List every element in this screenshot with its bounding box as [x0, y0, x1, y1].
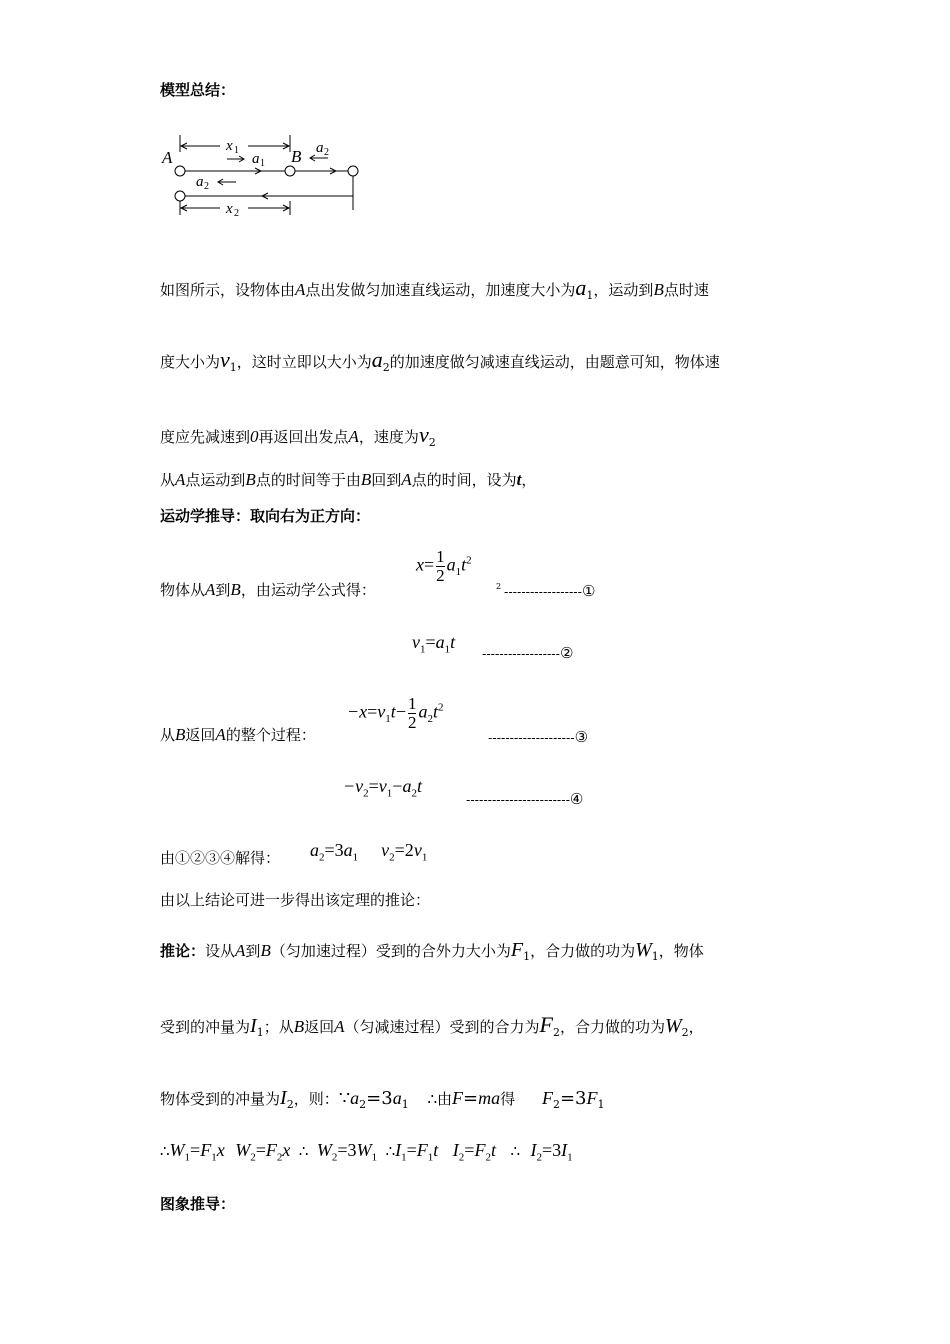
- motion-diagram: [160, 130, 370, 220]
- svg-text:2: 2: [234, 208, 239, 219]
- equation-4-leader: ------------------------④: [466, 790, 584, 808]
- marker-1: ①: [581, 582, 596, 600]
- svg-text:2: 2: [204, 181, 209, 192]
- further-text: 由以上结论可进一步得出该定理的推论：: [160, 891, 431, 909]
- corollary-line-2: 受到的冲量为$I_1$；从B返回A（匀减速过程）受到的合力为$F_2$，合力做的功为$W_2$，: [160, 1012, 704, 1039]
- point-a-bottom: [175, 191, 185, 201]
- point-b: [285, 166, 295, 176]
- solve-result: $a_2=3a_1$ $v_2=2v_1$: [310, 840, 428, 864]
- heading-model-summary: 模型总结：: [160, 81, 236, 99]
- corollary-line-3: 物体受到的冲量为$I_2$，则：$\because a_2=3a_1$ ∴由F=ma得 $F_2=3F_1$: [160, 1087, 605, 1111]
- equation-1: x= $\frac{1}{2}$ $a_1t^2$: [416, 547, 472, 585]
- equation-3-label: 从B返回A的整个过程：: [160, 725, 316, 744]
- equation-1-leader: ------------------①: [504, 582, 596, 600]
- paragraph-4: 从A点运动到B点的时间等于由B回到A点的时间，设为t，: [160, 470, 537, 489]
- marker-2: ②: [559, 644, 574, 662]
- label-x2: x: [226, 201, 233, 217]
- svg-text:1: 1: [234, 145, 239, 156]
- label-a: A: [162, 148, 173, 167]
- heading-graph-derivation: 图象推导：: [160, 1195, 236, 1213]
- equation-1-label: 物体从A到B，由运动学公式得：: [160, 580, 376, 599]
- equation-2-leader: ------------------②: [482, 644, 574, 662]
- equation-3-leader: --------------------③: [488, 728, 589, 746]
- label-x1: x: [226, 138, 233, 154]
- svg-text:1: 1: [260, 158, 265, 169]
- paragraph-3: 度应先减速到0再返回出发点A，速度为$v_2$: [160, 422, 436, 449]
- label-a1: a: [252, 151, 260, 167]
- point-a-top: [175, 166, 185, 176]
- solve-label: 由①②③④解得：: [160, 849, 281, 867]
- equation-2: $v_1=a_1t$: [412, 632, 456, 656]
- derivation-line: $\therefore W_1=F_1x$ $W_2=F_2x$ ∴ $W_2=3W_1$ $\therefore I_1=F_1t$ $I_2=F_2t$ ∴ $I_2=3I_1$: [160, 1140, 573, 1164]
- paragraph-2: 度大小为$v_1$，这时立即以大小为$a_2$的加速度做匀减速直线运动，由题意可知，物体速: [160, 347, 720, 374]
- equation-3: $-x=v_1t-$ $\frac{1}{2}$ $a_2t^2$: [347, 694, 444, 732]
- point-turn: [348, 166, 358, 176]
- svg-text:2: 2: [324, 147, 329, 158]
- paragraph-1: 如图所示，设物体由A点出发做匀加速直线运动，加速度大小为$a_1$，运动到B点时速: [160, 275, 709, 302]
- heading-kinematics: 运动学推导：取向右为正方向：: [160, 507, 371, 525]
- marker-4: ④: [569, 790, 584, 808]
- label-a2-bottom: a: [196, 174, 204, 190]
- marker-3: ③: [574, 728, 589, 746]
- equation-4: $-v_2=v_1-a_2t$: [343, 776, 422, 800]
- label-a2-top: a: [316, 140, 324, 156]
- corollary-line-1: 推论：设从A到B（匀加速过程）受到的合外力大小为$F_1$，合力做的功为$W_1$，物体: [160, 939, 704, 963]
- label-b: B: [291, 147, 302, 166]
